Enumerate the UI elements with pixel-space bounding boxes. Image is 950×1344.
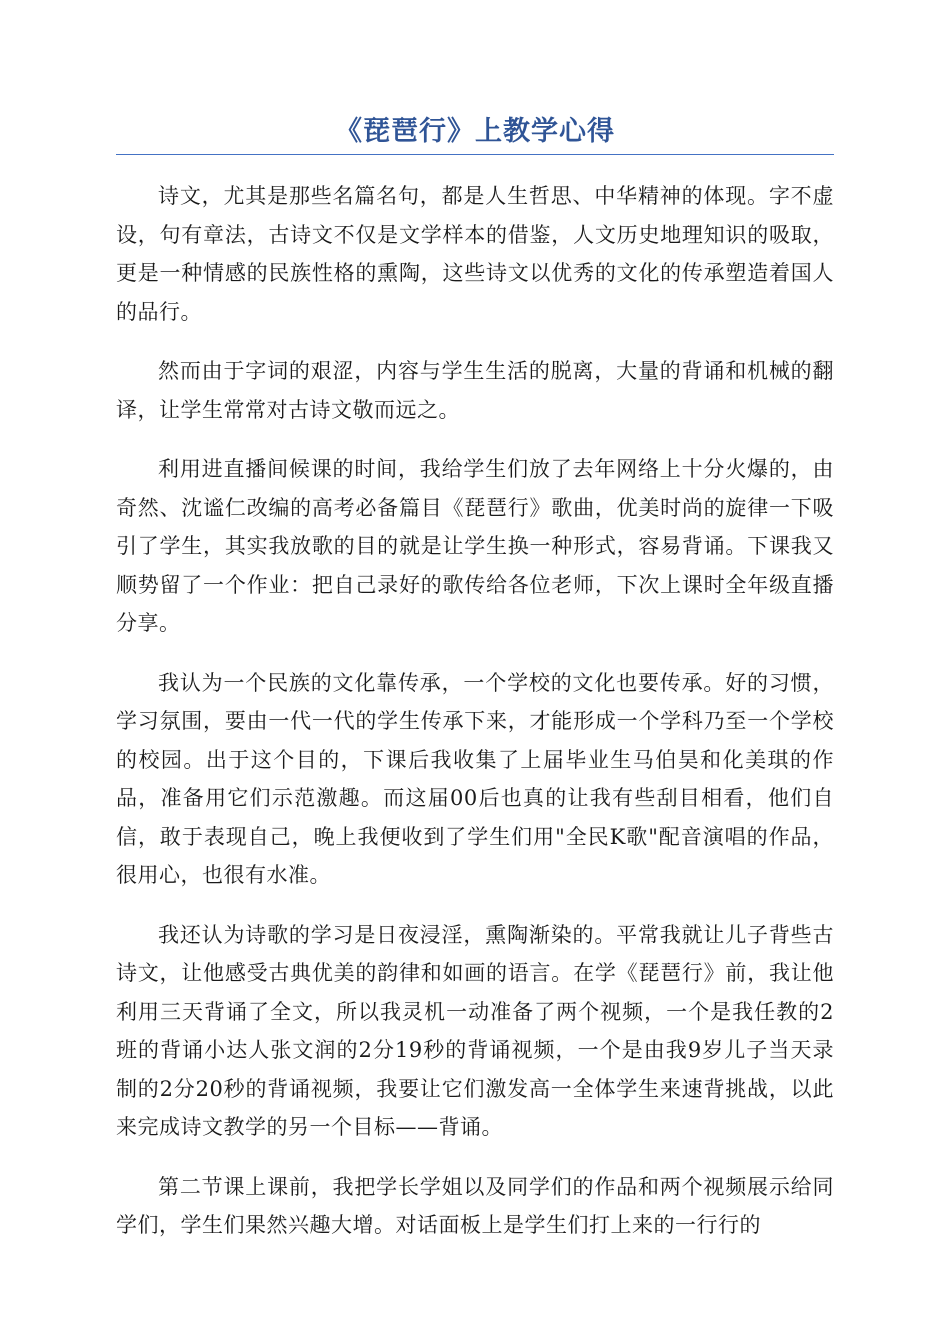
document-title: 《琵琶行》上教学心得 [335,116,615,147]
title-underline [116,154,834,155]
paragraph-1: 诗文，尤其是那些名篇名句，都是人生哲思、中华精神的体现。字不虚设，句有章法，古诗文不仅是文学样本的借鉴，人文历史地理知识的吸取，更是一种情感的民族性格的熏陶，这些诗文以优秀的文化的传承塑造着国人的品行。 [116,184,834,324]
paragraph-2: 然而由于字词的艰涩，内容与学生生活的脱离，大量的背诵和机械的翻译，让学生常常对古诗文敬而远之。 [116,359,834,422]
document-page [116,112,834,1266]
paragraph-4: 我认为一个民族的文化靠传承，一个学校的文化也要传承。好的习惯，学习氛围，要由一代一代的学生传承下来，才能形成一个学科乃至一个学校的校园。出于这个目的，下课后我收集了上届毕业生马伯昊和化美琪的作品，准备用它们示范激趣。而这届00后也真的让我有些刮目相看，他们自信，敢于表现自己，晚上我便收到了学生们用"全民K歌"配音演唱的作品，很用心，也很有水准。 [116,670,834,887]
paragraph-5: 我还认为诗歌的学习是日夜浸淫，熏陶渐染的。平常我就让儿子背些古诗文，让他感受古典优美的韵律和如画的语言。在学《琵琶行》前，我让他利用三天背诵了全文，所以我灵机一动准备了两个视频，一个是我任教的2班的背诵小达人张文润的2分19秒的背诵视频，一个是由我9岁儿子当天录制的2分20秒的背诵视频，我要让它们激发高一全体学生来速背挑战，以此来完成诗文教学的另一个目标——背诵。 [116,922,834,1139]
paragraph-6: 第二节课上课前，我把学长学姐以及同学们的作品和两个视频展示给同学们，学生们果然兴趣大增。对话面板上是学生们打上来的一行行的 [116,1174,834,1237]
paragraph-3: 利用进直播间候课的时间，我给学生们放了去年网络上十分火爆的，由奇然、沈谧仁改编的高考必备篇目《琵琶行》歌曲，优美时尚的旋律一下吸引了学生，其实我放歌的目的就是让学生换一种形式，容易背诵。下课我又顺势留了一个作业：把自己录好的歌传给各位老师，下次上课时全年级直播分享。 [116,457,834,635]
